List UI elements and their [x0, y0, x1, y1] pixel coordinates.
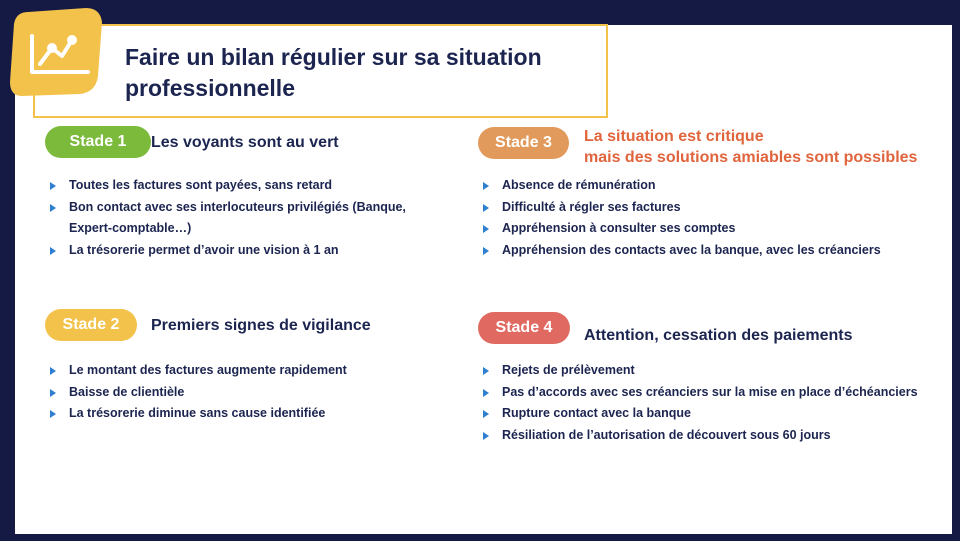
stage-4-title: Attention, cessation des paiements [584, 327, 853, 344]
chart-trend-icon [8, 6, 104, 98]
stage-3-title-line2: mais des solutions amiables sont possibles [584, 149, 918, 166]
list-item: Résiliation de l’autorisation de découvert sous 60 jours [480, 425, 940, 447]
stage-2-title: Premiers signes de vigilance [151, 317, 371, 334]
stage-1-list [47, 175, 427, 261]
list-item: Baisse de clientièle [47, 382, 427, 404]
list-item: Toutes les factures sont payées, sans retard [47, 175, 427, 197]
stage-1-title: Les voyants sont au vert [151, 134, 339, 151]
page-title: Faire un bilan régulier sur sa situation professionnelle [125, 44, 542, 101]
list-item: Difficulté à régler ses factures [480, 197, 940, 219]
stage-1-badge: Stade 1 [45, 126, 151, 158]
stage-3-title-line1: La situation est critique [584, 128, 764, 145]
list-item: Appréhension des contacts avec la banque, avec les créanciers [480, 240, 940, 262]
stage-2-badge: Stade 2 [45, 309, 137, 341]
list-item: Rupture contact avec la banque [480, 403, 940, 425]
list-item: La trésorerie diminue sans cause identifiée [47, 403, 427, 425]
list-item: Rejets de prélèvement [480, 360, 940, 382]
stage-3-title [584, 126, 939, 168]
list-item: Absence de rémunération [480, 175, 940, 197]
stage-4-badge: Stade 4 [478, 312, 570, 344]
stage-2-list [47, 360, 427, 425]
list-item: Le montant des factures augmente rapidement [47, 360, 427, 382]
stage-3-list [480, 175, 940, 261]
stage-3-badge: Stade 3 [478, 127, 569, 159]
stage-4-list [480, 360, 940, 446]
list-item: La trésorerie permet d’avoir une vision à 1 an [47, 240, 427, 262]
list-item: Appréhension à consulter ses comptes [480, 218, 940, 240]
list-item: Pas d’accords avec ses créanciers sur la mise en place d’échéanciers [480, 382, 940, 404]
list-item: Bon contact avec ses interlocuteurs privilégiés (Banque, Expert-comptable…) [47, 197, 427, 240]
